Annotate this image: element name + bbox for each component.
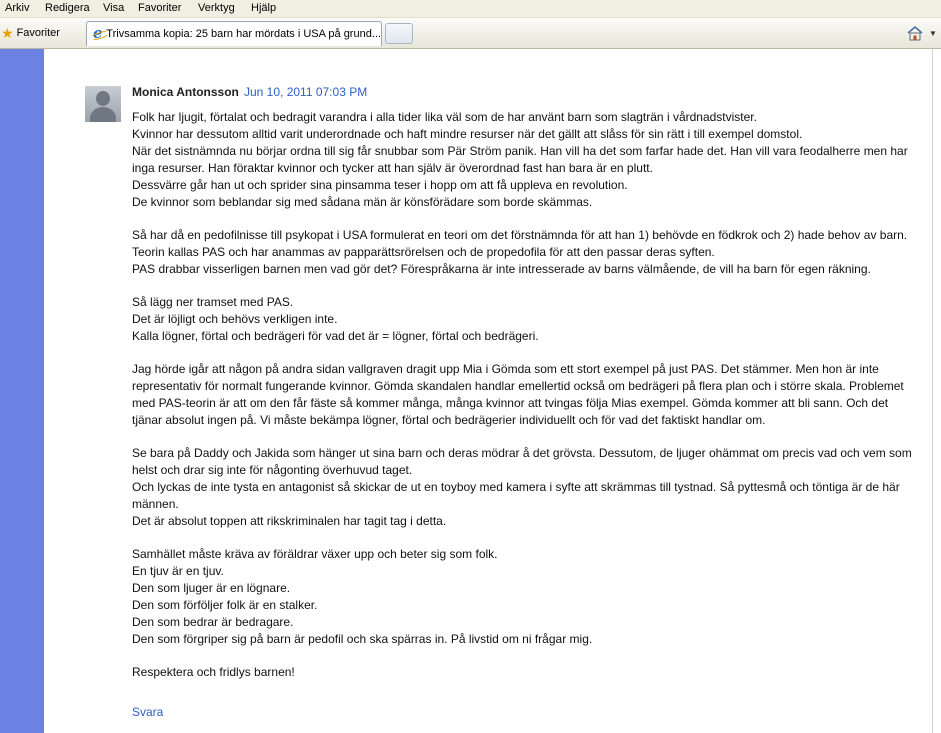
comment-paragraph (132, 361, 917, 429)
comment-line: Det är absolut toppen att rikskriminalen har tagit tag i detta. (132, 514, 447, 528)
comment-line: Samhället måste kräva av föräldrar växer upp och beter sig som folk. (132, 547, 498, 561)
tab-title: Trivsamma kopia: 25 barn har mördats i USA på grund... (106, 28, 381, 40)
home-dropdown-icon[interactable]: ▼ (929, 29, 937, 38)
comment-line: Teorin kallas PAS och har anammas av papparättsrörelsen och de propedofila för att den passar deras syften. (132, 245, 715, 259)
comment-author[interactable]: Monica Antonsson (132, 85, 239, 99)
comment-paragraph (132, 445, 917, 530)
comment-line: Den som förföljer folk är en stalker. (132, 598, 318, 612)
comment-line: Den som ljuger är en lögnare. (132, 581, 291, 595)
comment-paragraph (132, 294, 917, 345)
ie-page-icon (92, 27, 102, 41)
comment-line: Kalla lögner, förtal och bedrägeri för vad det är = lögner, förtal och bedrägeri. (132, 329, 539, 343)
tab-active[interactable] (86, 21, 382, 46)
menu-visa[interactable]: Visa (103, 2, 125, 14)
comment-paragraph (132, 227, 917, 278)
avatar (85, 86, 121, 122)
home-icon[interactable] (906, 25, 924, 41)
comment-line: Och lyckas de inte tysta en antagonist så skickar de ut en toyboy med kamera i syfte att skrämmas till tystnad. Så pyttesmå och töntiga är de här männen. (132, 480, 900, 511)
menu-favoriter[interactable]: Favoriter (138, 2, 182, 14)
comment-date[interactable]: Jun 10, 2011 07:03 PM (244, 85, 368, 99)
new-tab-button[interactable] (385, 23, 413, 44)
comment-paragraph (132, 109, 917, 211)
comment-body (132, 109, 917, 697)
star-icon: ★ (1, 25, 14, 41)
comment-line: Kvinnor har dessutom alltid varit underordnade och haft mindre resurser när det gällt att slåss för sin rätt i till exempel domstol. (132, 127, 803, 141)
menu-bar (0, 0, 941, 18)
comment-line: Respektera och fridlys barnen! (132, 665, 295, 679)
comment-line: När det sistnämnda nu börjar ordna till sig får snubbar som Pär Ström panik. Han vill ha det som farfar hade det. Han vill vara feodalherre men har inga resurser. Han föraktar kvinnor och tycker att han själv är överordnad fast han bara är en plutt. (132, 144, 908, 175)
menu-hjalp[interactable]: Hjälp (251, 2, 277, 14)
comment-line: Se bara på Daddy och Jakida som hänger ut sina barn och deras mödrar å det grövsta. Dessutom, de ljuger ohämmat om precis vad och vem som helst och drar sig inte för någonting överhuvud taget. (132, 446, 912, 477)
menu-redigera[interactable]: Redigera (45, 2, 90, 14)
page-right-border (932, 49, 933, 733)
avatar-body (90, 107, 116, 122)
menu-verktyg[interactable]: Verktyg (198, 2, 235, 14)
comment-line: En tjuv är en tjuv. (132, 564, 224, 578)
comment-line: De kvinnor som beblandar sig med sådana män är könsförädare som borde skämmas. (132, 195, 593, 209)
browser-toolbar (0, 18, 941, 49)
comment-line: Dessvärre går han ut och sprider sina pinsamma teser i hopp om att få uppleva en revolution. (132, 178, 628, 192)
page-left-border (0, 49, 44, 733)
avatar-head (96, 91, 110, 106)
comment-line: Den som bedrar är bedragare. (132, 615, 294, 629)
reply-link[interactable]: Svara (132, 705, 164, 719)
favorites-button[interactable] (1, 24, 60, 42)
comment-paragraph (132, 664, 917, 681)
comment-line: Så lägg ner tramset med PAS. (132, 295, 294, 309)
favorites-label: Favoriter (16, 27, 60, 39)
comment-line: PAS drabbar visserligen barnen men vad gör det? Förespråkarna är inte intresserade av barns välmående, de vill ha barn för egen räkning. (132, 262, 871, 276)
comment-line: Det är löjligt och behövs verkligen inte. (132, 312, 338, 326)
comment-line: Den som förgriper sig på barn är pedofil och ska spärras in. På livstid om ni frågar mig. (132, 632, 593, 646)
comment-paragraph (132, 546, 917, 648)
comment-line: Jag hörde igår att någon på andra sidan vallgraven dragit upp Mia i Gömda som ett stort exempel på just PAS. Det stämmer. Men hon är inte representativ för normalt fungerande kvinnor. Gömda skandalen handlar emellertid också om bedrägeri på flera plan och i större skala. Problemet med PAS-teorin är att om den får fäste så kommer många, många kvinnor att tvingas följa Mias exempel. Gömda kommer att bli sann. Och det tjänar absolut ingen på. Vi måste bekämpa lögner, förtal och bedrägerier individuellt och för vad det faktiskt handlar om. (132, 362, 904, 427)
comment-line: Så har då en pedofilnisse till psykopat i USA formulerat en teori om det förstnämnda för att han 1) behövde en födkrok och 2) hade behov av barn. (132, 228, 908, 242)
comment-line: Folk har ljugit, förtalat och bedragit varandra i alla tider lika väl som de har använt barn som slagträn i vårdnadstvister. (132, 110, 757, 124)
menu-arkiv[interactable]: Arkiv (5, 2, 30, 14)
